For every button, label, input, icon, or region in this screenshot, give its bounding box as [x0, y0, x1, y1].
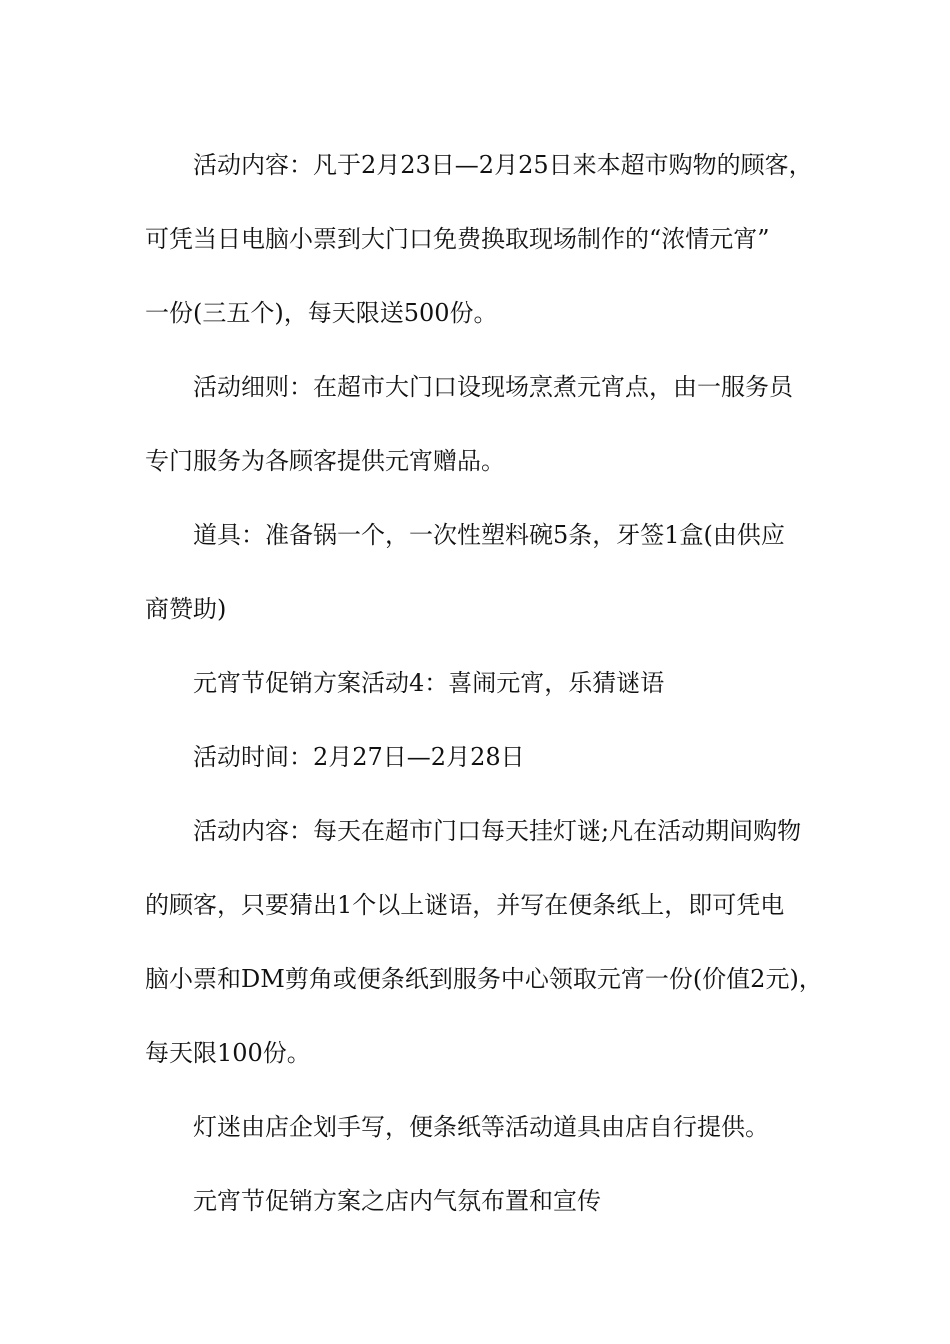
body-line: 一份(三五个)，每天限送500份。 [145, 299, 498, 327]
body-line: 活动内容：每天在超市门口每天挂灯谜;凡在活动期间购物 [193, 817, 802, 845]
body-line: 专门服务为各顾客提供元宵赠品。 [145, 447, 505, 475]
body-line: 每天限100份。 [145, 1039, 311, 1067]
document-body [145, 128, 823, 1238]
body-line: 灯迷由店企划手写，便条纸等活动道具由店自行提供。 [193, 1113, 769, 1141]
section-heading: 元宵节促销方案活动4：喜闹元宵，乐猜谜语 [193, 669, 665, 697]
body-line: 可凭当日电脑小票到大门口免费换取现场制作的“浓情元宵” [145, 225, 770, 253]
section-heading: 元宵节促销方案之店内气氛布置和宣传 [193, 1187, 601, 1215]
body-line: 活动内容：凡于2月23日—2月25日来本超市购物的顾客， [193, 151, 813, 179]
body-line: 活动时间：2月27日—2月28日 [193, 743, 525, 771]
body-line: 道具：准备锅一个，一次性塑料碗5条，牙签1盒(由供应 [193, 521, 785, 549]
body-line: 脑小票和DM剪角或便条纸到服务中心领取元宵一份(价值2元)， [145, 965, 823, 993]
body-line: 商赞助) [145, 595, 227, 623]
body-line: 活动细则：在超市大门口设现场烹煮元宵点，由一服务员 [193, 373, 793, 401]
body-line: 的顾客，只要猜出1个以上谜语，并写在便条纸上，即可凭电 [145, 891, 785, 919]
